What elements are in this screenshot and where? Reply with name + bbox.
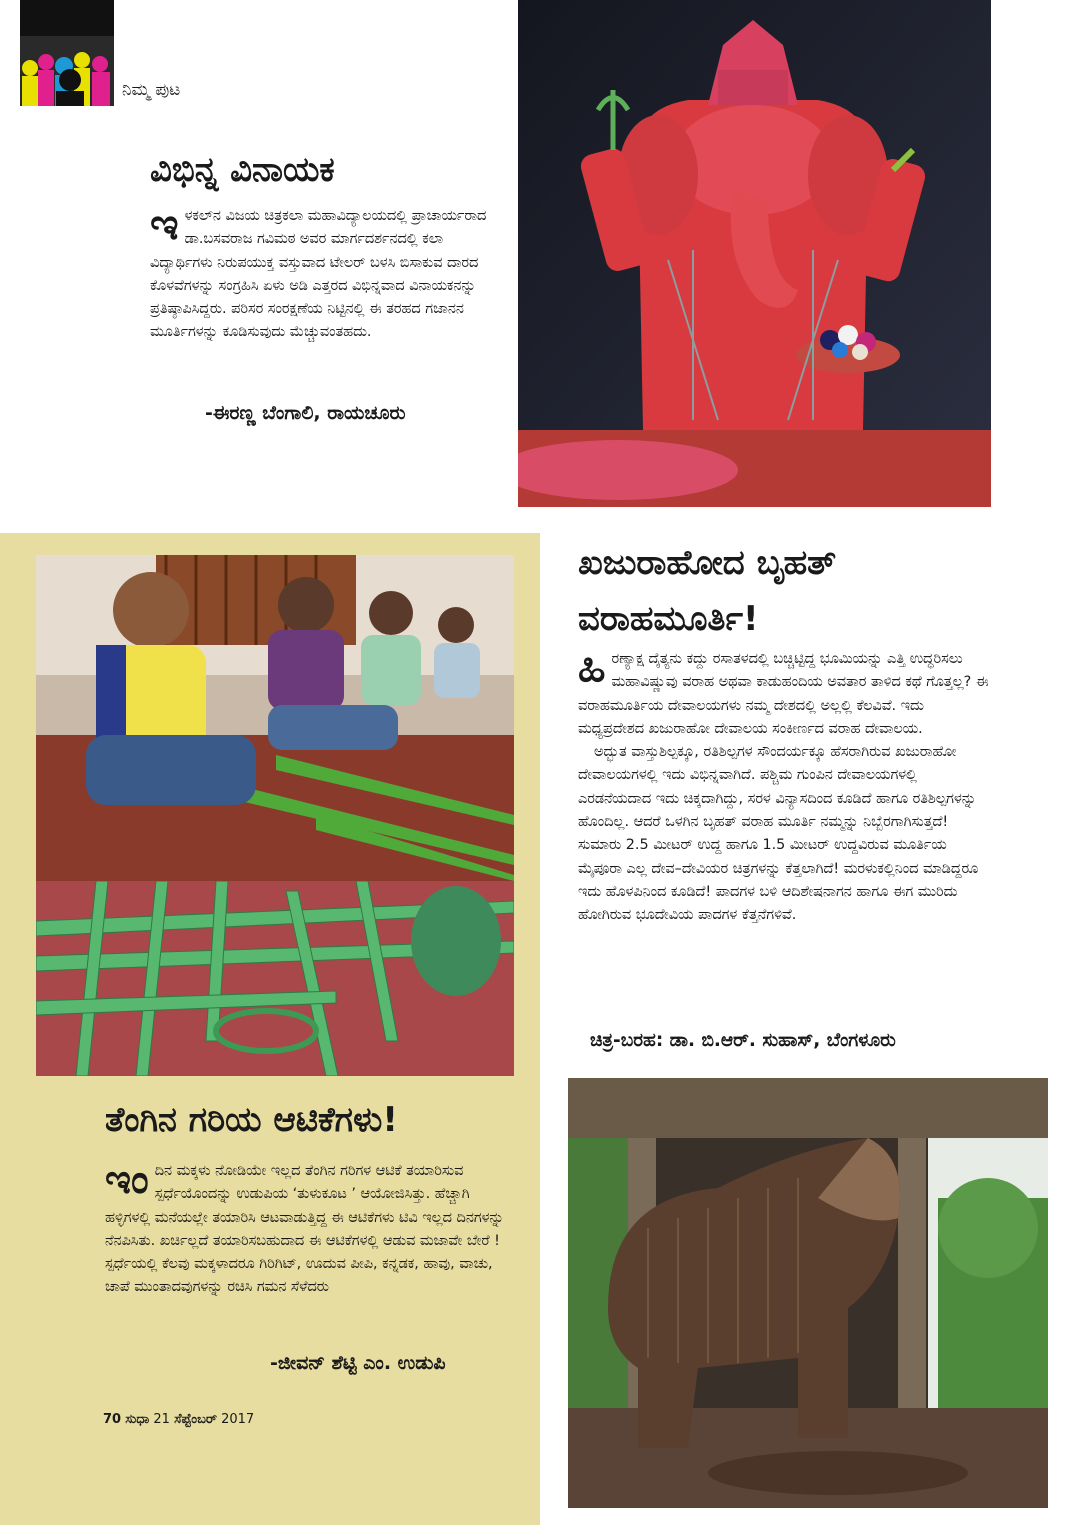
section-label: ನಿಮ್ಮ ಪುಟ (122, 80, 181, 100)
article3-title: ತೆಂಗಿನ ಗರಿಯ ಆಟಿಕೆಗಳು! (105, 1100, 398, 1140)
date-month: ಸೆಪ್ಟೆಂಬರ್ (174, 1412, 217, 1427)
page-number: 70 (103, 1412, 122, 1427)
article2-title-line2: ವರಾಹಮೂರ್ತಿ! (578, 599, 759, 639)
coconut-leaf-toys-photo (36, 881, 514, 1076)
crowd-icon (20, 36, 114, 106)
article2-byline: ಚಿತ್ರ-ಬರಹ: ಡಾ. ಬಿ.ಆರ್. ಸುಹಾಸ್, ಬೆಂಗಳೂರು (590, 1030, 896, 1051)
date-day: 21 (153, 1412, 170, 1427)
article2-para2: ಅದ್ಭುತ ವಾಸ್ತುಶಿಲ್ಪಕ್ಕೂ, ರತಿಶಿಲ್ಪಗಳ ಸೌಂದರ್ಯಕ್ಕೂ ಹೆಸರಾಗಿರುವ ಖಜುರಾಹೋ ದೇವಾಲಯಗಳಲ್ಲಿ ಇದು ವಿಭಿನ್ನವಾಗಿದೆ. ಪಶ್ಚಿಮ ಗುಂಪಿನ ದೇವಾಲಯಗಳಲ್ಲಿ ಎರಡನೆಯದಾದ ಇದು ಚಿಕ್ಕದಾಗಿದ್ದು, ಸರಳ ವಿನ್ಯಾಸದಿಂದ ಕೂಡಿದೆ ಹಾಗೂ ರತಿಶಿಲ್ಪಗಳನ್ನು ಹೊಂದಿಲ್ಲ. ಆದರೆ ಒಳಗಿನ ಬೃಹತ್ ವರಾಹ ಮೂರ್ತಿ ನಮ್ಮನ್ನು ನಿಬ್ಬೆರಗಾಗಿಸುತ್ತದೆ! ಸುಮಾರು 2.5 ಮೀಟರ್ ಉದ್ದ ಹಾಗೂ 1.5 ಮೀಟರ್ ಉದ್ದವಿರುವ ಮೂರ್ತಿಯ ಮೈಪೂರಾ ಎಲ್ಲ ದೇವ–ದೇವಿಯರ ಚಿತ್ರಗಳನ್ನು ಕೆತ್ತಲಾಗಿದೆ! ಮರಳುಕಲ್ಲಿನಿಂದ ಮಾಡಿದ್ದರೂ ಇದು ಹೊಳಪಿನಿಂದ ಕೂಡಿದೆ! ಪಾದಗಳ ಬಳಿ ಆದಿಶೇಷನಾಗನ ಹಾಗೂ ಈಗ ಮುರಿದು ಹೋಗಿರುವ ಭೂದೇವಿಯ ಪಾದಗಳ ಕೆತ್ತನೆಗಳಿವೆ. (578, 744, 979, 924)
article3-byline: -ಜೀವನ್ ಶೆಟ್ಟಿ ಎಂ. ಉಡುಪಿ (270, 1352, 446, 1374)
page-footer (103, 1412, 254, 1427)
ganesha-photo (518, 0, 991, 507)
children-weaving-photo (36, 555, 514, 881)
article1-body (150, 199, 495, 345)
article3-drop-cap: ಇಂ (105, 1157, 149, 1203)
article1-text: ಳಕಲ್‌ನ ವಿಜಯ ಚಿತ್ರಕಲಾ ಮಹಾವಿದ್ಯಾಲಯದಲ್ಲಿ ಪ್ರಾಚಾರ್ಯರಾದ ಡಾ.ಬಸವರಾಜ ಗವಿಮಠ ಅವರ ಮಾರ್ಗದರ್ಶನದಲ್ಲಿ ಕಲಾ ವಿದ್ಯಾರ್ಥಿಗಳು ನಿರುಪಯುಕ್ತ ವಸ್ತುವಾದ ಟೇಲರ್ ಬಳಸಿ ಬಿಸಾಕುವ ದಾರದ ಕೊಳವೆಗಳನ್ನು ಸಂಗ್ರಹಿಸಿ ಏಳು ಅಡಿ ಎತ್ತರದ ವಿಭಿನ್ನವಾದ ವಿನಾಯಕನನ್ನು ಪ್ರತಿಷ್ಠಾಪಿಸಿದ್ದರು. ಪರಿಸರ ಸಂರಕ್ಷಣೆಯ ನಿಟ್ಟಿನಲ್ಲಿ ಈ ತರಹದ ಗಜಾನನ ಮೂರ್ತಿಗಳನ್ನು ಕೂಡಿಸುವುದು ಮೆಚ್ಚುವಂತಹದು. (150, 208, 487, 341)
article2-title (578, 535, 836, 647)
article1-title: ವಿಭಿನ್ನ ವಿನಾಯಕ (150, 150, 335, 190)
article3-text: ದಿನ ಮಕ್ಕಳು ನೋಡಿಯೇ ಇಲ್ಲದ ತೆಂಗಿನ ಗರಿಗಳ ಆಟಿಕೆ ತಯಾರಿಸುವ ಸ್ಪರ್ಧೆಯೊಂದನ್ನು ಉಡುಪಿಯ ‘ತುಳುಕೂಟ ’ ಆಯೋಜಿಸಿತ್ತು. ಹೆಚ್ಚಾಗಿ ಹಳ್ಳಿಗಳಲ್ಲಿ ಮನೆಯಲ್ಲೇ ತಯಾರಿಸಿ ಆಟವಾಡುತ್ತಿದ್ದ ಈ ಆಟಿಕೆಗಳು ಟಿವಿ ಇಲ್ಲದ ದಿನಗಳನ್ನು ನೆನಪಿಸಿತು. ಖರ್ಚಿಲ್ಲದೆ ತಯಾರಿಸಬಹುದಾದ ಈ ಆಟಿಕೆಗಳಲ್ಲಿ ಆಡುವ ಮಜಾವೇ ಬೇರೆ ! ಸ್ಪರ್ಧೆಯಲ್ಲಿ ಕೆಲವು ಮಕ್ಕಳಾದರೂ ಗಿರಿಗಿಟ್, ಊದುವ ಪೀಪಿ, ಕನ್ನಡಕ, ಹಾವು, ವಾಚು, ಚಾಪೆ ಮುಂತಾದವುಗಳನ್ನು ರಚಿಸಿ ಗಮನ ಸೆಳೆದರು (105, 1163, 504, 1296)
article1-byline: -ಈರಣ್ಣ ಬೆಂಗಾಲಿ, ರಾಯಚೂರು (205, 402, 406, 424)
varaha-sculpture-photo (568, 1078, 1048, 1508)
article2-drop-cap: ಹಿ (578, 645, 606, 691)
article3-body (105, 1157, 515, 1300)
article2-title-line1: ಖಜುರಾಹೋದ ಬೃಹತ್ (578, 543, 837, 583)
article2-para1-text: ರಣ್ಯಾಕ್ಷ ದೈತ್ಯನು ಕದ್ದು ರಸಾತಳದಲ್ಲಿ ಬಚ್ಚಿಟ್ಟಿದ್ದ ಭೂಮಿಯನ್ನು ಎತ್ತಿ ಉದ್ಧರಿಸಲು ಮಹಾವಿಷ್ಣುವು ವರಾಹ ಅಥವಾ ಕಾಡುಹಂದಿಯ ಅವತಾರ ತಾಳಿದ ಕಥೆ ಗೊತ್ತಲ್ಲ? ಈ ವರಾಹಮೂರ್ತಿಯ ದೇವಾಲಯಗಳು ನಮ್ಮ ದೇಶದಲ್ಲಿ ಅಲ್ಲಲ್ಲಿ ಕೆಲವಿವೆ. ಇದು ಮಧ್ಯಪ್ರದೇಶದ ಖಜುರಾಹೋ ದೇವಾಲಯ ಸಂಕೀರ್ಣದ ವರಾಹ ದೇವಾಲಯ. (578, 651, 989, 737)
article2-body (578, 645, 992, 928)
article2-para1 (578, 645, 992, 741)
date-year: 2017 (221, 1412, 255, 1427)
magazine-name: ಸುಧಾ (125, 1412, 150, 1427)
article1-drop-cap: ಇ (150, 199, 179, 250)
section-logo (20, 0, 114, 106)
